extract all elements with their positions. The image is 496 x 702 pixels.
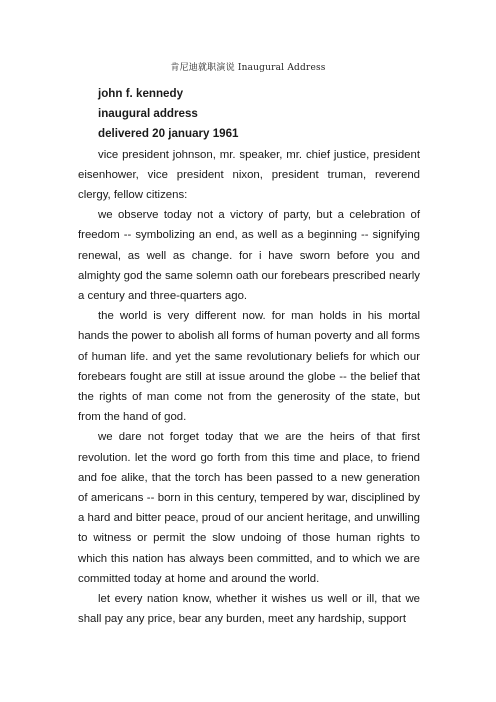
document-subtitle: inaugural address xyxy=(98,107,198,121)
page-header-title: 肯尼迪就职演说 Inaugural Address xyxy=(170,63,326,73)
date-line: delivered 20 january 1961 xyxy=(98,127,239,141)
paragraph-salutation: vice president johnson, mr. speaker, mr. chief justice, president eisenhower, vice president nixon, president truman, reverend clergy, fellow citizens: xyxy=(78,148,420,202)
author-line: john f. kennedy xyxy=(98,87,184,100)
document-body xyxy=(78,84,420,629)
paragraph-1: we observe today not a victory of party, but a celebration of freedom -- symbolizing an end, as well as a beginning -- signifying renewal, as well as change. for i have sworn before you and almighty god the same solemn oath our forebears prescribed nearly a century and three-quarters ago. xyxy=(78,209,420,303)
paragraph-2: the world is very different now. for man holds in his mortal hands the power to abolish all forms of human poverty and all forms of human life. and yet the same revolutionary beliefs for which our forebears fought are still at issue around the globe -- the belief that the rights of man come not from the generosity of the state, but from the hand of god. xyxy=(78,310,420,424)
paragraph-3: we dare not forget today that we are the heirs of that first revolution. let the word go forth from this time and place, to friend and foe alike, that the torch has been passed to a new generation of americans -- born in this century, tempered by war, disciplined by a hard and bitter peace, proud of our ancient heritage, and unwilling to witness or permit the slow undoing of those human rights to which this nation has always been committed, and to which we are committed today at home and around the world. xyxy=(78,431,420,585)
paragraph-4: let every nation know, whether it wishes us well or ill, that we shall pay any price, bear any burden, meet any hardship, support xyxy=(78,593,420,626)
